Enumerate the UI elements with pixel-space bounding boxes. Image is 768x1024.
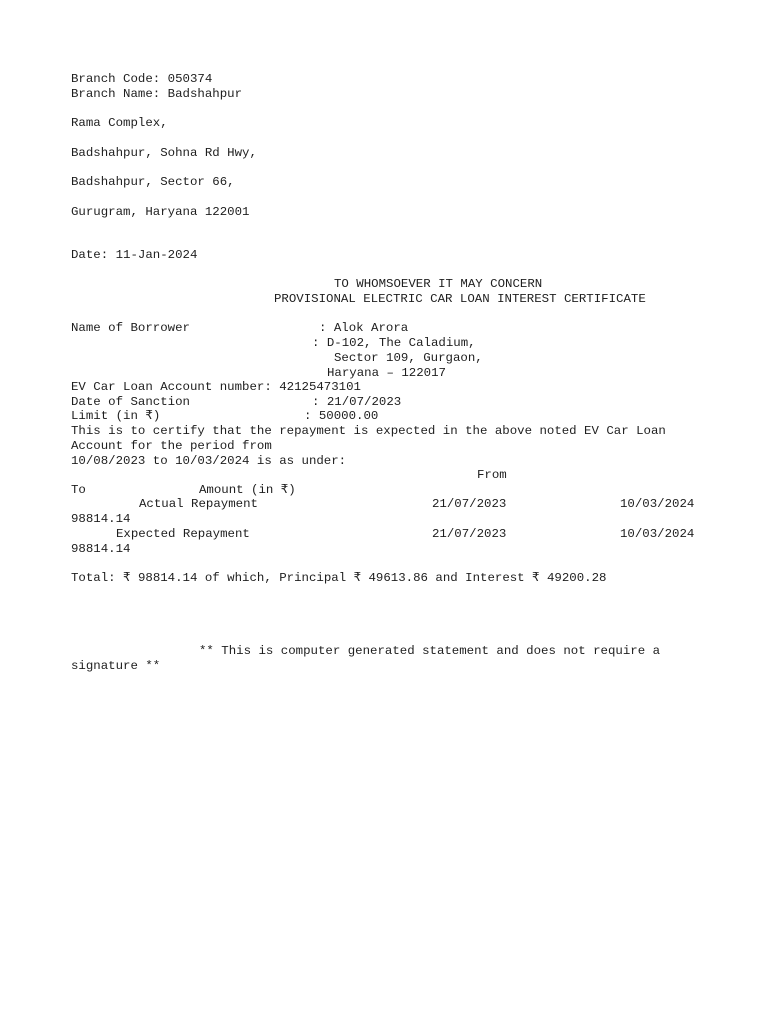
repayment-row-label: Expected Repayment <box>116 527 250 541</box>
borrower-name-label: Name of Borrower <box>71 321 190 335</box>
sanction-date-label: Date of Sanction <box>71 395 190 409</box>
total-line: Total: ₹ 98814.14 of which, Principal ₹ 49613.86 and Interest ₹ 49200.28 <box>71 571 607 585</box>
repayment-row-from: 21/07/2023 <box>432 497 507 511</box>
branch-address-line: Badshahpur, Sohna Rd Hwy, <box>71 146 257 160</box>
certify-text: This is to certify that the repayment is expected in the above noted EV Car Loan <box>71 424 666 438</box>
branch-name: Branch Name: Badshahpur <box>71 87 243 101</box>
repayment-row-from: 21/07/2023 <box>432 527 507 541</box>
certify-text: 10/08/2023 to 10/03/2024 is as under: <box>71 454 347 468</box>
repayment-row-to: 10/03/2024 <box>620 497 695 511</box>
sanction-date-value: : 21/07/2023 <box>312 395 402 409</box>
table-header-from: From <box>477 468 507 482</box>
branch-code: Branch Code: 050374 <box>71 72 213 86</box>
certify-text: Account for the period from <box>71 439 272 453</box>
borrower-name-value: : Alok Arora <box>319 321 409 335</box>
heading-concern: TO WHOMSOEVER IT MAY CONCERN <box>334 277 543 291</box>
account-number: EV Car Loan Account number: 42125473101 <box>71 380 361 394</box>
table-header-to: To <box>71 483 86 497</box>
borrower-address-line: Haryana – 122017 <box>327 366 446 380</box>
repayment-row-amount: 98814.14 <box>71 512 131 526</box>
certificate-date: Date: 11-Jan-2024 <box>71 248 198 262</box>
footer-note: signature ** <box>71 659 161 673</box>
borrower-address-line: Sector 109, Gurgaon, <box>334 351 483 365</box>
repayment-row-label: Actual Repayment <box>139 497 258 511</box>
repayment-row-amount: 98814.14 <box>71 542 131 556</box>
branch-address-line: Badshahpur, Sector 66, <box>71 175 235 189</box>
repayment-row-to: 10/03/2024 <box>620 527 695 541</box>
footer-note: ** This is computer generated statement and does not require a <box>199 644 661 658</box>
heading-title: PROVISIONAL ELECTRIC CAR LOAN INTEREST CERTIFICATE <box>274 292 646 306</box>
borrower-address-line: : D-102, The Caladium, <box>312 336 476 350</box>
limit-value: : 50000.00 <box>304 409 379 423</box>
branch-address-line: Rama Complex, <box>71 116 168 130</box>
table-header-amount: Amount (in ₹) <box>199 483 296 497</box>
branch-address-line: Gurugram, Haryana 122001 <box>71 205 250 219</box>
limit-label: Limit (in ₹) <box>71 409 161 423</box>
